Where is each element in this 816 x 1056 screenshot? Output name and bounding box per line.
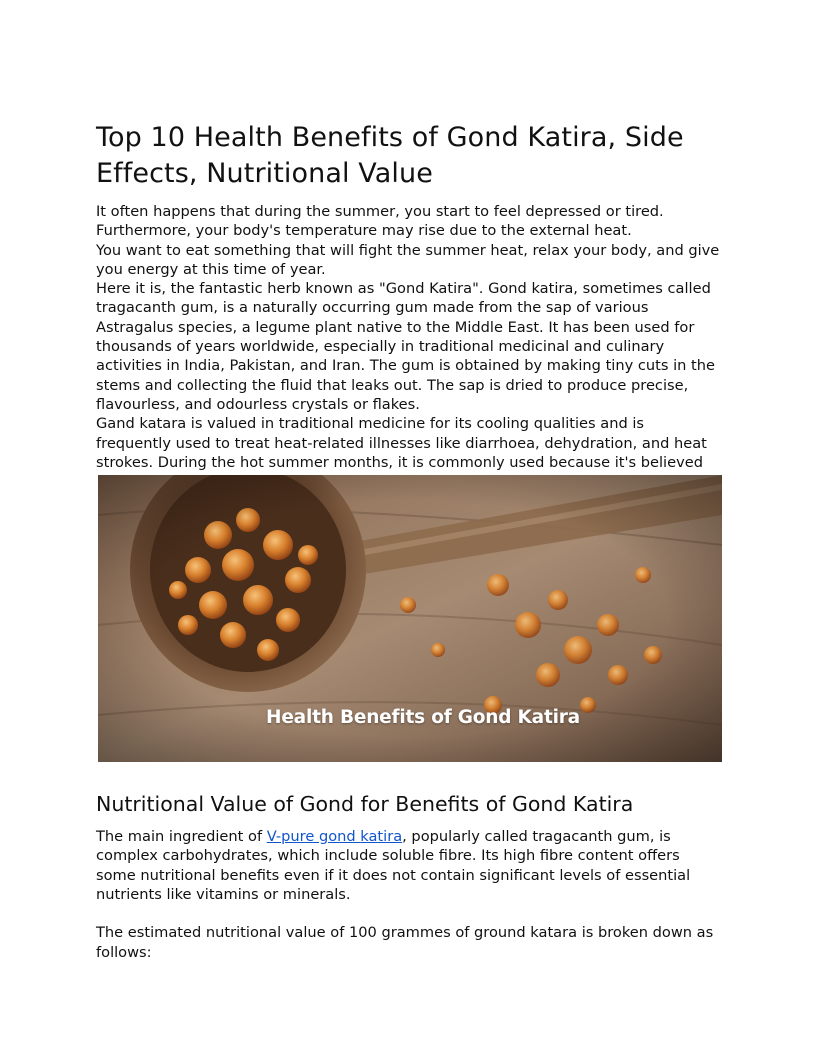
katira-link[interactable]: katira (360, 828, 403, 845)
intro-paragraph-4: Gand katara is valued in traditional medicine for its cooling qualities and is frequently used to treat heat-related illnesses like diarrhoea, dehydration, and heat strokes. During the hot summer months, it is commonly used because it's believed (96, 415, 707, 471)
nutrition-section (96, 790, 722, 981)
hero-image (98, 475, 722, 762)
nutrition-paragraph-2: The estimated nutritional value of 100 grammes of ground katara is broken down as follows: (96, 924, 714, 961)
v-pure-gond-link[interactable]: V-pure gond (266, 828, 361, 845)
article (96, 120, 722, 488)
section-heading: Nutritional Value of Gond for Benefits of Gond Katira (96, 792, 634, 816)
nutrition-paragraph-1 (96, 827, 722, 904)
page-title: Top 10 Health Benefits of Gond Katira, Side Effects, Nutritional Value (96, 122, 684, 189)
intro-paragraph-2: You want to eat something that will fight the summer heat, relax your body, and give you energy at this time of year. (96, 241, 720, 278)
intro-paragraph-3: Here it is, the fantastic herb known as "Gond Katira". Gond katira, sometimes called tragacanth gum, is a naturally occurring gum made from the sap of various Astragalus species, a legume plant native to the Middle East. It has been used for thousands of years worldwide, especially in traditional medicinal and culinary activities in India, Pakistan, and Iran. The gum is obtained by making tiny cuts in the stems and collecting the fluid that leaks out. The sap is dried to produce precise, flavourless, and odourless crystals or flakes. (96, 280, 716, 413)
text-segment: , popularly called tragacanth gum, is complex carbohydrates, which include soluble fibre. Its high fibre content offers some nutritional benefits even if it does not contain significant levels of essential nutrients like vitamins or minerals. (96, 828, 691, 903)
text-segment: The main ingredient of (96, 828, 267, 845)
hero-caption: Health Benefits of Gond Katira (266, 707, 580, 728)
intro-paragraph-1: It often happens that during the summer, you start to feel depressed or tired. Furthermore, your body's temperature may rise due to the external heat. (96, 203, 664, 240)
intro-text (96, 202, 722, 488)
